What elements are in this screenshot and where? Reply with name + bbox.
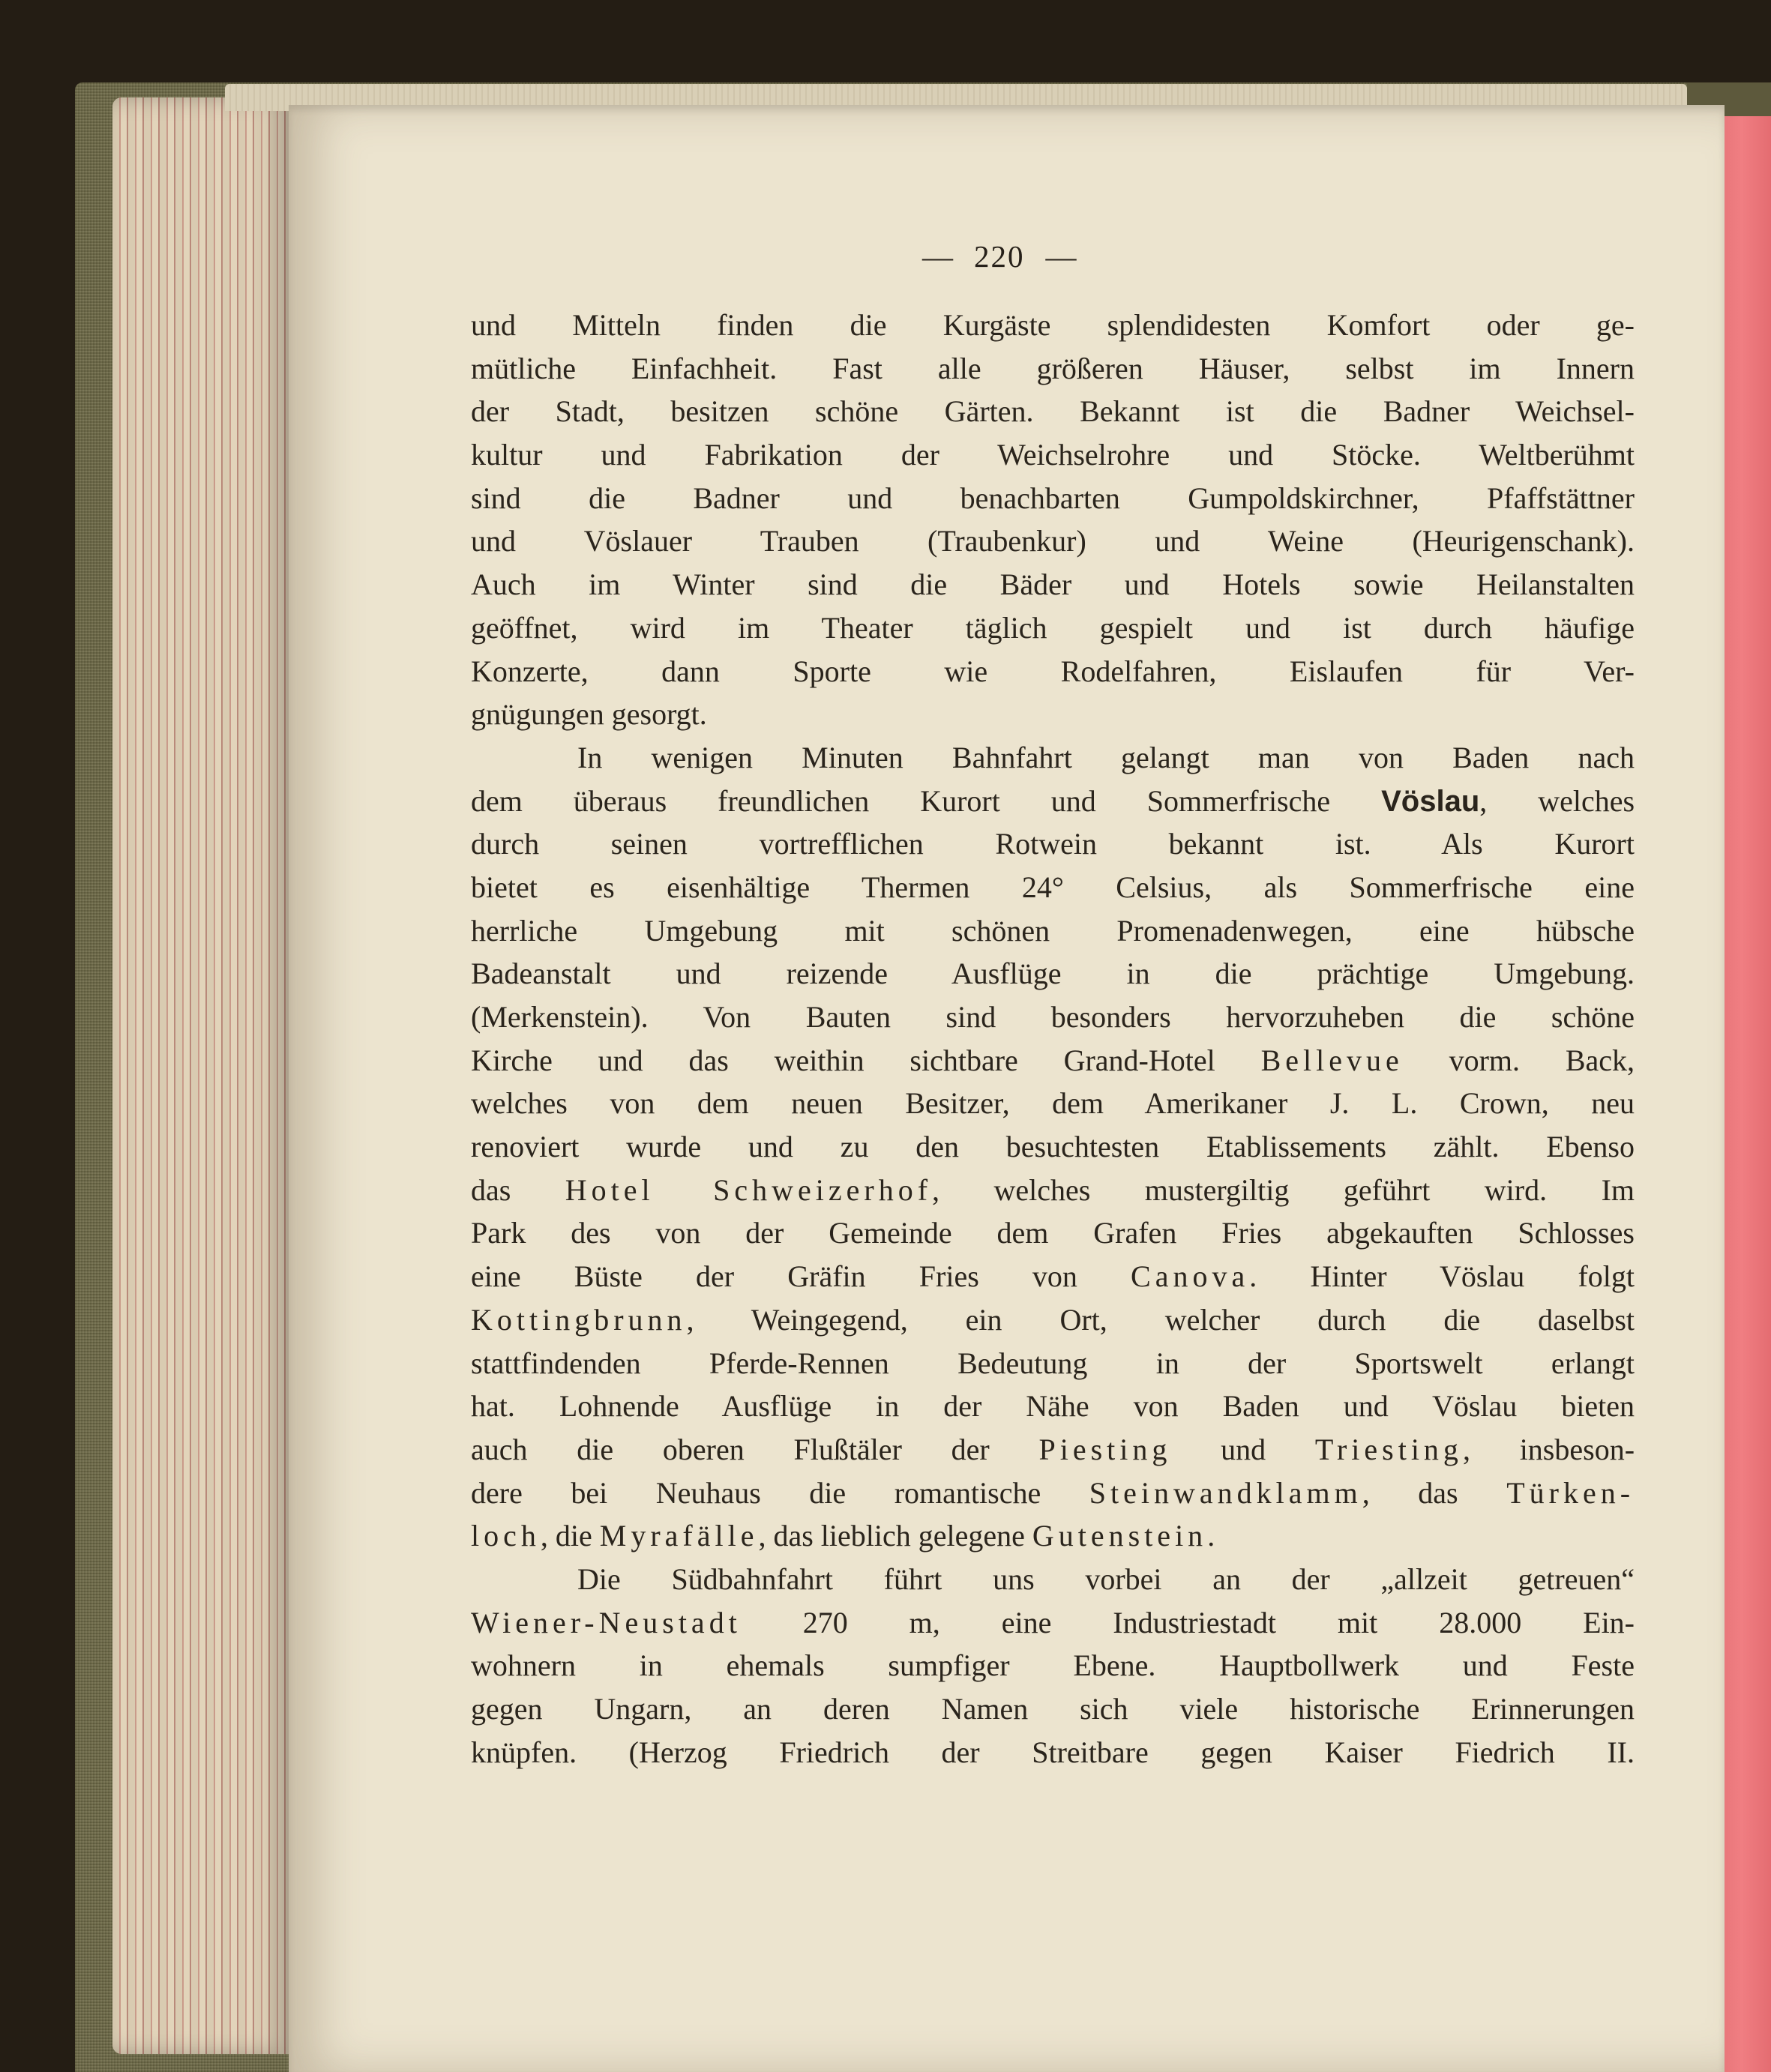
text-line: welches von dem neuen Besitzer, dem Amerikaner J. L. Crown, neu [471, 1086, 1635, 1121]
text-line: auch die oberen Flußtäler der Piesting und Triesting, insbeson- [471, 1432, 1635, 1466]
text-line: der Stadt, besitzen schöne Gärten. Bekannt ist die Badner Weichsel- [471, 394, 1635, 429]
text-line: loch, die Myrafälle, das lieblich gelegene Gutenstein. [471, 1519, 1215, 1553]
text-line: geöffnet, wird im Theater täglich gespielt und ist durch häufige [471, 610, 1635, 645]
text-line: knüpfen. (Herzog Friedrich der Streitbare gegen Kaiser Fiedrich II. [471, 1735, 1635, 1769]
text-line: eine Büste der Gräfin Fries von Canova. Hinter Vöslau folgt [471, 1259, 1635, 1294]
text-line: wohnern in ehemals sumpfiger Ebene. Hauptbollwerk und Feste [471, 1648, 1635, 1683]
place-name-voeslau: Vöslau [1381, 784, 1480, 818]
paragraph [471, 1558, 1635, 1774]
text-line: Badeanstalt und reizende Ausflüge in die prächtige Umgebung. [471, 957, 1635, 991]
text-line: gegen Ungarn, an deren Namen sich viele historische Erinnerungen [471, 1692, 1635, 1726]
text-line: hat. Lohnende Ausflüge in der Nähe von Baden und Vöslau bieten [471, 1389, 1635, 1424]
paragraph [471, 304, 1635, 736]
text-line: herrliche Umgebung mit schönen Promenadenwegen, eine hübsche [471, 913, 1635, 948]
spaced-name: Hotel Schweizerhof [565, 1172, 933, 1207]
spaced-name: Wiener-Neustadt [471, 1605, 742, 1639]
red-page-edges [1722, 116, 1771, 2072]
text-line: Auch im Winter sind die Bäder und Hotels sowie Heilanstalten [471, 567, 1635, 602]
text-line: und Mitteln finden die Kurgäste splendidesten Komfort oder ge- [471, 308, 1635, 342]
paragraph [471, 736, 1635, 1558]
spaced-name: Kottingbrunn [471, 1302, 687, 1337]
text-line: dem überaus freundlichen Kurort und Sommerfrische Vöslau, welches [471, 783, 1635, 818]
text-line: durch seinen vortrefflichen Rotwein bekannt ist. Als Kurort [471, 827, 1635, 861]
page-edge-stack [112, 97, 292, 2054]
text-line: (Merkenstein). Von Bauten sind besonders hervorzuheben die schöne [471, 1000, 1635, 1034]
text-line: renoviert wurde und zu den besuchtesten Etablissements zählt. Ebenso [471, 1130, 1635, 1164]
spaced-name: Steinwandklamm [1089, 1475, 1362, 1510]
text-line: Kottingbrunn, Weingegend, ein Ort, welcher durch die daselbst [471, 1302, 1635, 1337]
text-line: Wiener-Neustadt 270 m, eine Industriestadt mit 28.000 Ein- [471, 1605, 1635, 1639]
text-line: gnügungen gesorgt. [471, 697, 707, 732]
spaced-name: Türken- [1506, 1475, 1635, 1510]
text-line: In wenigen Minuten Bahnfahrt gelangt man von Baden nach [577, 740, 1635, 774]
text-line: bietet es eisenhältige Thermen 24° Celsius, als Sommerfrische eine [471, 870, 1635, 904]
spaced-name: Gutenstein [1032, 1519, 1208, 1553]
spaced-name: loch [471, 1519, 541, 1553]
text-line: Kirche und das weithin sichtbare Grand-Hotel Bellevue vorm. Back, [471, 1043, 1635, 1077]
spaced-name: Myrafälle [599, 1519, 759, 1553]
page-number-value: 220 [974, 239, 1025, 274]
text-line: Konzerte, dann Sporte wie Rodelfahren, Eislaufen für Ver- [471, 654, 1635, 688]
page-number: — 220 — [922, 239, 1077, 274]
text-line: und Vöslauer Trauben (Traubenkur) und Weine (Heurigenschank). [471, 524, 1635, 558]
spaced-name: Bellevue [1260, 1043, 1404, 1077]
text-line: kultur und Fabrikation der Weichselrohre und Stöcke. Weltberühmt [471, 438, 1635, 472]
spaced-name: Canova [1131, 1259, 1250, 1294]
text-line: stattfindenden Pferde-Rennen Bedeutung in der Sportswelt erlangt [471, 1346, 1635, 1380]
text-line: Park des von der Gemeinde dem Grafen Fries abgekauften Schlosses [471, 1216, 1635, 1250]
spaced-name: Piesting [1038, 1432, 1172, 1466]
text-line: mütliche Einfachheit. Fast alle größeren Häuser, selbst im Innern [471, 351, 1635, 385]
body-text [471, 304, 1635, 1774]
text-line: sind die Badner und benachbarten Gumpoldskirchner, Pfaffstättner [471, 481, 1635, 515]
text-line: Die Südbahnfahrt führt uns vorbei an der „allzeit getreuen“ [577, 1561, 1635, 1596]
text-line: dere bei Neuhaus die romantische Steinwandklamm, das Türken- [471, 1475, 1635, 1510]
text-line: das Hotel Schweizerhof, welches mustergiltig geführt wird. Im [471, 1172, 1635, 1207]
spaced-name: Triesting [1314, 1432, 1463, 1466]
